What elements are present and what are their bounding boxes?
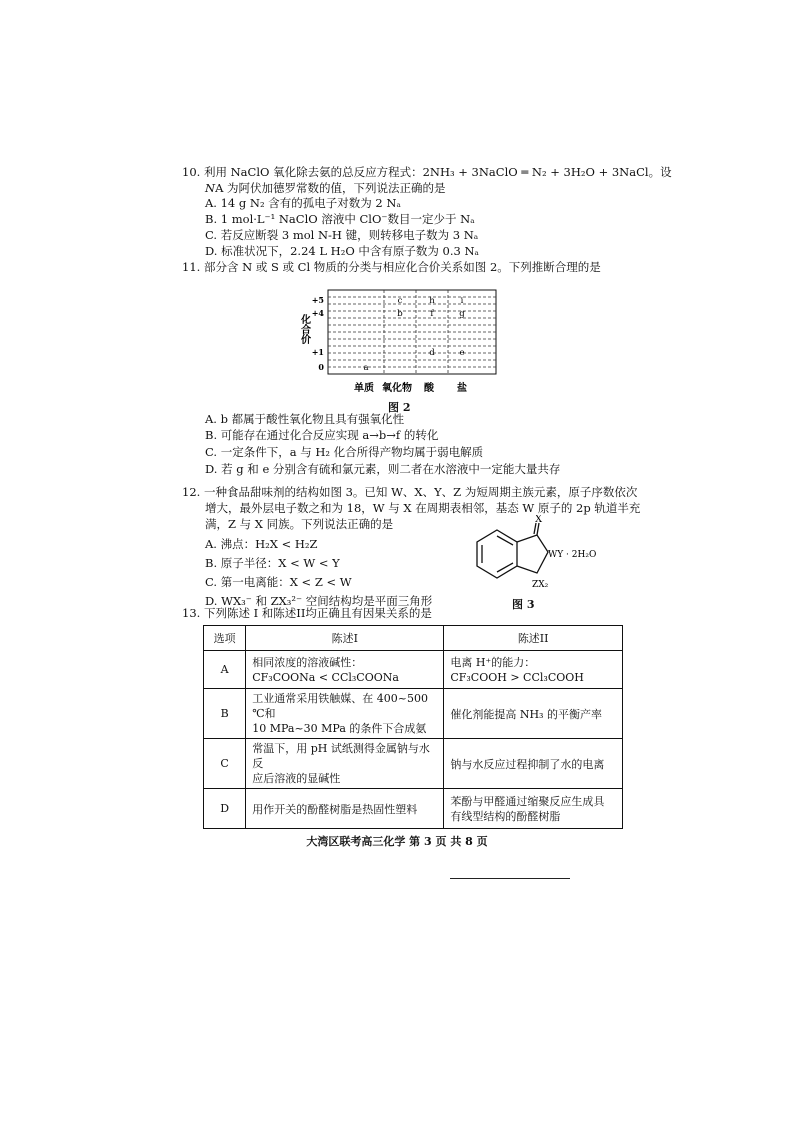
table-row [204,689,623,739]
q11-stem: 11. 部分含 N 或 S 或 Cl 物质的分类与相应化合价关系如图 2。下列推断合理的是 [182,260,601,274]
row-option: C [204,739,246,789]
q10-stem-line-2 [205,181,446,196]
q12-option-d: D. WX₃⁻ 和 ZX₃²⁻ 空间结构均是平面三角形 [205,594,433,608]
q10-option-a: A. 14 g N₂ 含有的孤电子对数为 2 Nₐ [205,196,401,210]
header-statement-1: 陈述I [246,626,444,651]
atom-zx-label: ZX₂ [532,580,549,590]
q11-option-b: B. 可能存在通过化合反应实现 a→b→f 的转化 [205,428,439,442]
q12-option-c: C. 第一电离能：X < Z < W [205,575,352,589]
x-category-label: 酸 [424,383,434,394]
statement-2-cell: 钠与水反应过程抑制了水的电离 [444,739,623,789]
y-tick-label: +1 [311,347,324,357]
q13-table [203,625,623,829]
statement-2-cell: 苯酚与甲醛通过缩聚反应生成具 有线型结构的酚醛树脂 [444,789,623,829]
header-option: 选项 [204,626,246,651]
y-tick-label: +5 [311,295,324,305]
row-option: D [204,789,246,829]
statement-1-cell: 相同浓度的溶液碱性： CF₃COONa < CCl₃COONa [246,651,444,689]
statement-2-cell: 催化剂能提高 NH₃ 的平衡产率 [444,689,623,739]
point-label: f [430,309,434,319]
y-tick-label: 0 [318,362,324,372]
sweetener-structure [462,515,622,595]
q11-option-d: D. 若 g 和 e 分别含有硫和氯元素，则二者在水溶液中一定能大量共存 [205,462,561,476]
table-header-row [204,626,623,651]
header-statement-2: 陈述II [444,626,623,651]
point-label: h [429,296,435,306]
table-row [204,739,623,789]
footer-rule [450,878,570,879]
point-label: i [460,296,464,306]
q11-option-a: A. b 都属于酸性氧化物且具有强氧化性 [205,412,405,426]
q10-option-b: B. 1 mol·L⁻¹ NaClO 溶液中 ClO⁻数目一定少于 Nₐ [205,212,475,226]
q13-stem: 13. 下列陈述 I 和陈述II均正确且有因果关系的是 [182,606,432,620]
q10-stem-line-1: 10. 利用 NaClO 氧化除去氨的总反应方程式：2NH₃ + 3NaClO ═ N₂ + 3H₂O + 3NaCl。设 [182,165,672,179]
statement-1-cell: 用作开关的酚醛树脂是热固性塑料 [246,789,444,829]
row-option: A [204,651,246,689]
x-category-label: 盐 [457,383,467,394]
q11-option-c: C. 一定条件下，a 与 H₂ 化合所得产物均属于弱电解质 [205,445,484,459]
point-label: c [397,296,403,306]
page-footer: 大湾区联考高三化学 第 3 页 共 8 页 [306,835,488,848]
q10-na-symbol: N [205,181,216,195]
table-row [204,651,623,689]
figure-2-caption: 图 2 [388,401,411,414]
point-label: b [397,309,403,319]
point-label: a [363,363,369,373]
q10-option-c: C. 若反应断裂 3 mol N-H 键，则转移电子数为 3 Nₐ [205,228,479,242]
valence-class-diagram [296,284,506,396]
y-tick-label: +4 [311,308,324,318]
x-category-label: 氧化物 [382,383,412,394]
atom-wy-label: WY · 2H₂O [548,550,597,560]
q12-option-a: A. 沸点：H₂X < H₂Z [205,537,318,551]
table-row [204,789,623,829]
y-axis-label: 化合价 [298,314,310,344]
q12-stem-line-3: 满，Z 与 X 同族。下列说法正确的是 [205,517,394,531]
q12-stem-line-1: 12. 一种食品甜味剂的结构如图 3。已知 W、X、Y、Z 为短周期主族元素，原子序数依次 [182,485,638,499]
point-label: e [459,348,465,358]
point-label: g [459,309,465,319]
q10-option-d: D. 标准状况下，2.24 L H₂O 中含有原子数为 0.3 Nₐ [205,244,479,258]
q10-stem-line-2-text: A 为阿伏加德罗常数的值，下列说法正确的是 [215,181,446,195]
statement-1-cell: 常温下，用 pH 试纸测得金属钠与水反 应后溶液的显碱性 [246,739,444,789]
benzene-ring [477,530,517,578]
q12-stem-line-2: 增大，最外层电子数之和为 18，W 与 X 在周期表相邻，基态 W 原子的 2p 轨道半充 [205,501,641,515]
statement-1-cell: 工业通常采用铁触媒、在 400~500 ℃和 10 MPa~30 MPa 的条件下合成氨 [246,689,444,739]
q12-option-b: B. 原子半径：X < W < Y [205,556,340,570]
figure-3-caption: 图 3 [512,598,535,611]
atom-x-label: X [535,515,543,525]
row-option: B [204,689,246,739]
statement-2-cell: 电离 H⁺的能力： CF₃COOH > CCl₃COOH [444,651,623,689]
x-category-label: 单质 [354,383,374,394]
point-label: d [429,348,435,358]
